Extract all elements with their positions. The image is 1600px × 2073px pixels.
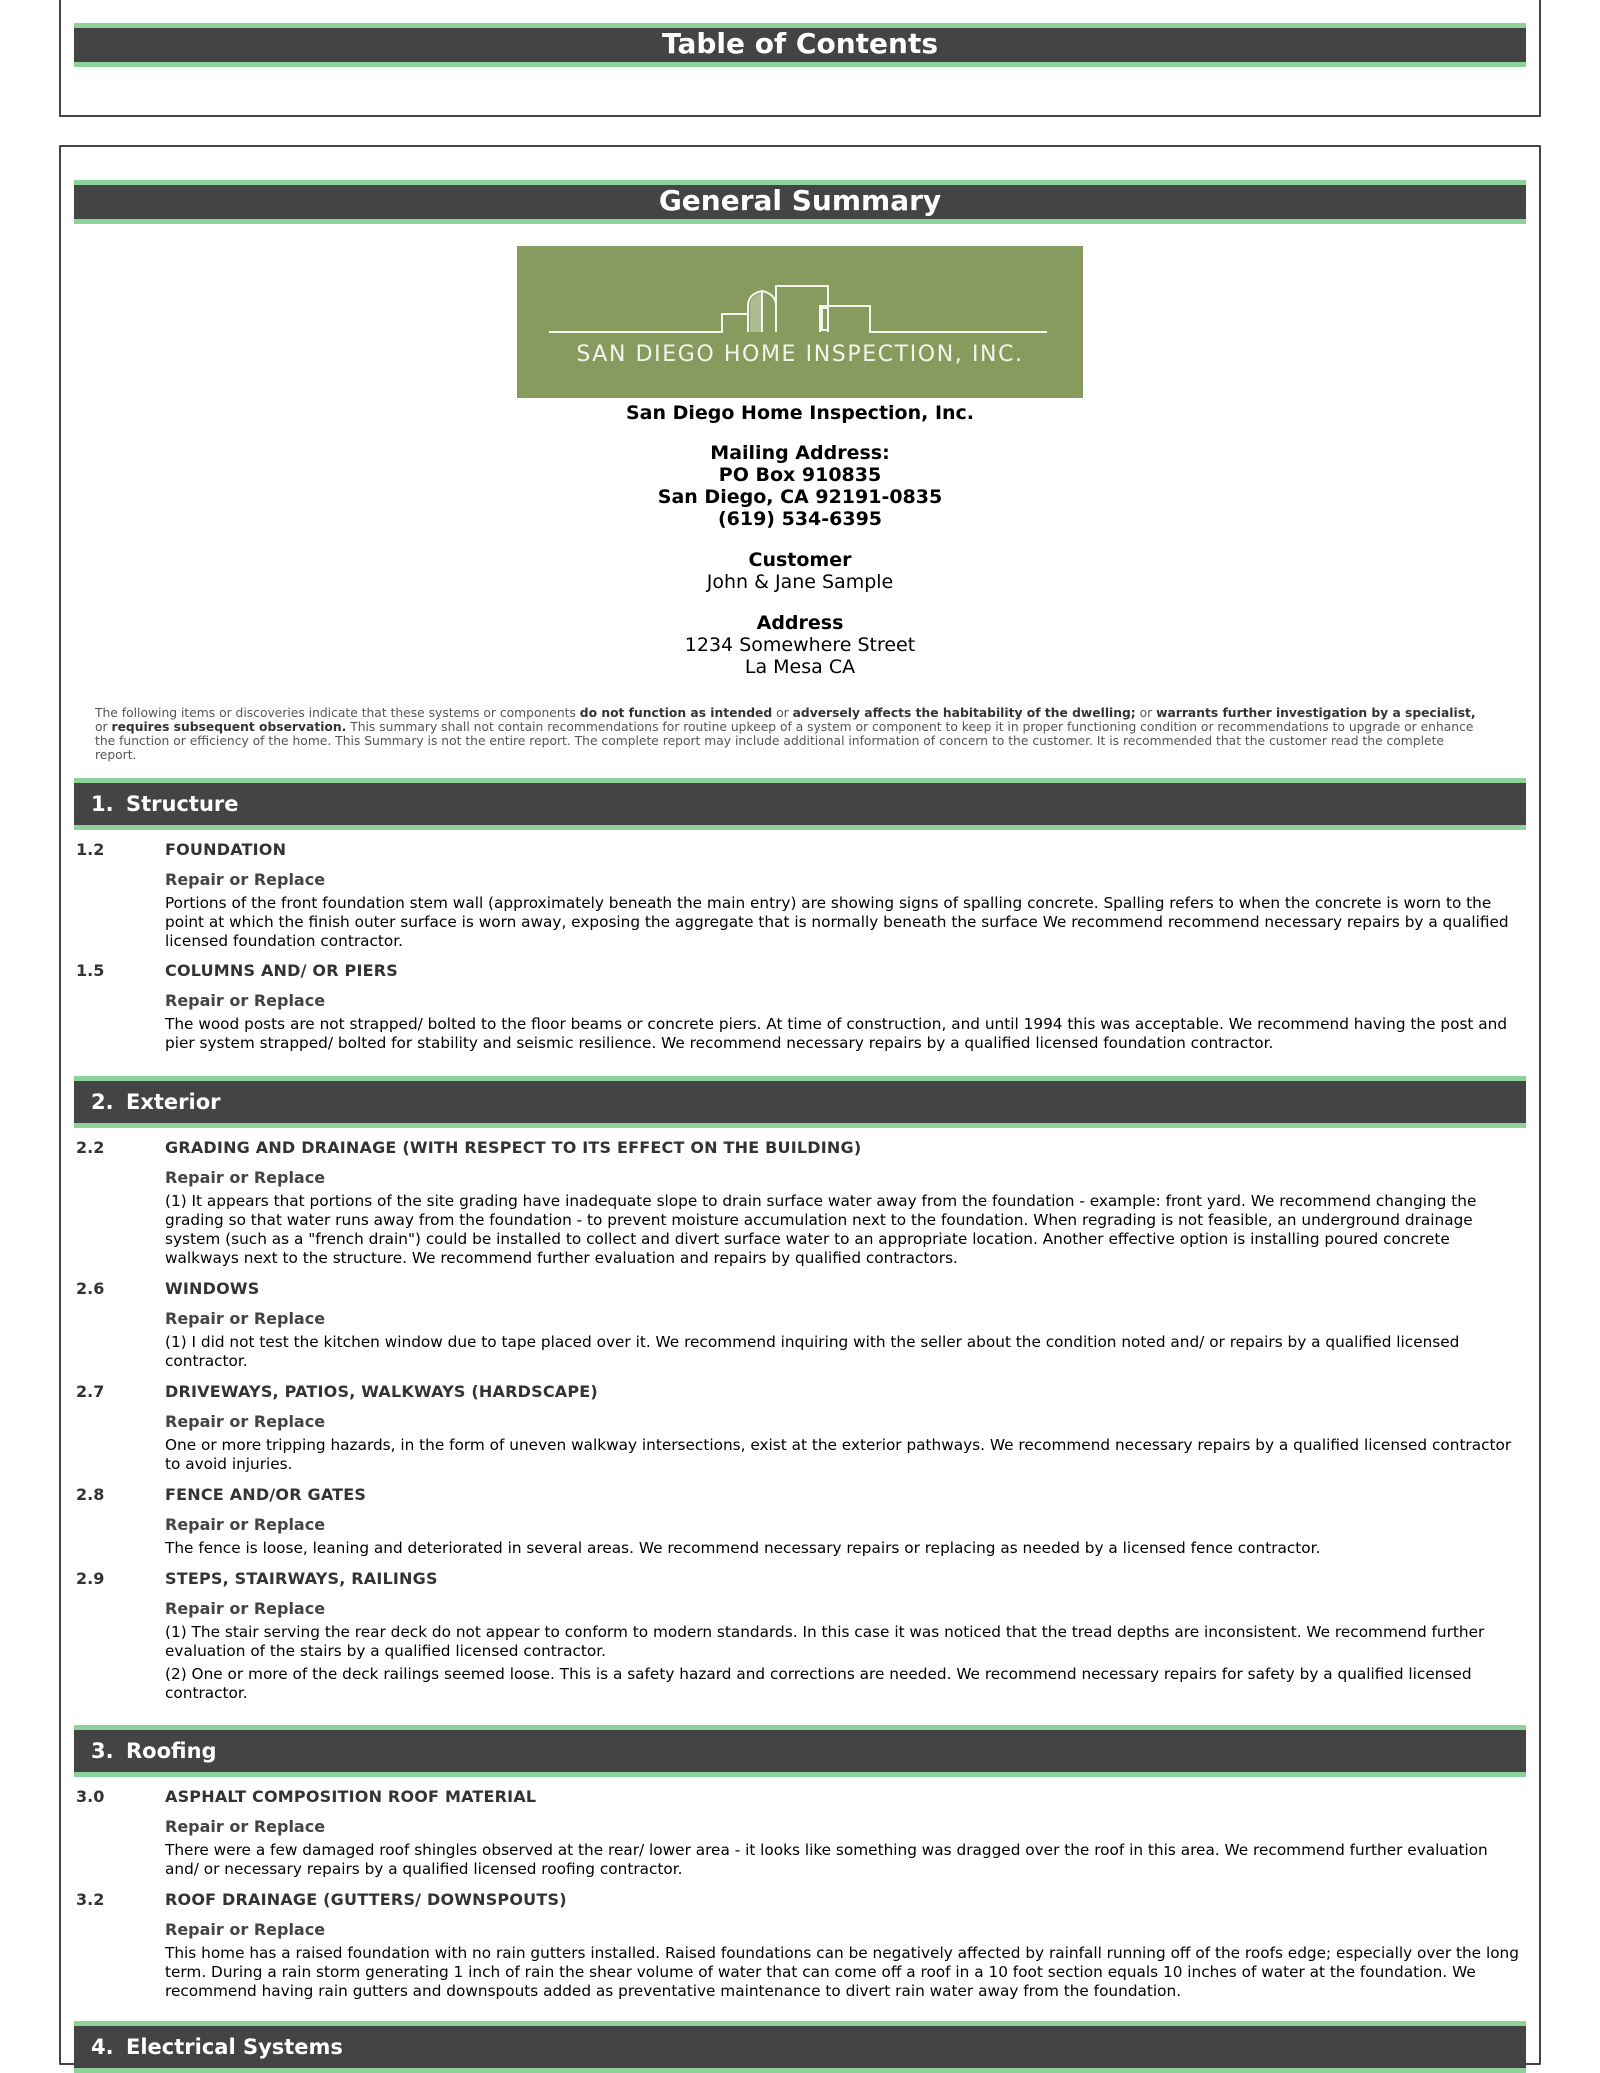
item-description: (2) One or more of the deck railings seemed loose. This is a safety hazard and corrections are needed. We recommend necessary repairs for safety by a qualified licensed contractor.: [165, 1665, 1472, 1702]
summary-header: [74, 180, 1526, 224]
city-state-zip: San Diego, CA 92191-0835: [657, 486, 943, 508]
section-number: 1.: [91, 792, 114, 816]
summary-disclaimer: The following items or discoveries indicate that these systems or components do not function as intended or adversely affects the habitability of the dwelling; or warrants further investigation by a specialist, or requires subsequent observation. This summary shall not contain recommendations for routine upkeep of a system or component to keep it in proper functioning condition or recommendations to upgrade or enhance the function or efficiency of the home. This Summary is not the entire report. The complete report may include additional information of concern to the customer. It is recommended that the customer read the complete report.: [95, 706, 1476, 762]
item-rating: Repair or Replace: [165, 1309, 326, 1328]
item-title: FOUNDATION: [165, 840, 287, 859]
po-box: PO Box 910835: [718, 464, 882, 486]
item-description: (1) It appears that portions of the site grading have inadequate slope to drain surface water away from the foundation - example: front yard. We recommend changing the grading so that water runs away from the foundation - to prevent moisture accumulation next to the foundation. When regrading is not feasible, an underground drainage system (such as a "french drain") could be installed to collect and divert surface water to an appropriate location. Another effective option is installing poured concrete walkways next to the structure. We recommend further evaluation and repairs by qualified contractors.: [165, 1192, 1477, 1267]
item-rating: Repair or Replace: [165, 1599, 326, 1618]
item-number: 3.0: [76, 1787, 105, 1806]
section-number: 3.: [91, 1739, 114, 1763]
summary-panel: [59, 145, 1541, 2065]
item-description: (1) The stair serving the rear deck do not appear to conform to modern standards. In this case it was noticed that the tread depths are inconsistent. We recommend further evaluation of the stairs by a qualified licensed contractor.: [165, 1623, 1485, 1660]
section-header-exterior: [74, 1076, 1526, 1128]
item-number: 3.2: [76, 1890, 105, 1909]
section-title: Exterior: [126, 1090, 221, 1114]
address-line-1: 1234 Somewhere Street: [684, 634, 916, 656]
section-title: Electrical Systems: [126, 2035, 343, 2059]
item-title: ROOF DRAINAGE (GUTTERS/ DOWNSPOUTS): [165, 1890, 567, 1909]
item-description: Portions of the front foundation stem wall (approximately beneath the main entry) are showing signs of spalling concrete. Spalling refers to when the concrete is worn to the point at which the finish outer surface is worn away, exposing the aggregate that is normally beneath the surface We recommend recommend necessary repairs by a qualified licensed foundation contractor.: [165, 894, 1509, 950]
item-number: 2.2: [76, 1138, 105, 1157]
mailing-address: [61, 442, 1539, 530]
item-description: One or more tripping hazards, in the form of uneven walkway intersections, exist at the exterior pathways. We recommend necessary repairs by a qualified licensed contractor to avoid injuries.: [165, 1436, 1512, 1473]
item-rating: Repair or Replace: [165, 991, 326, 1010]
item-number: 2.7: [76, 1382, 105, 1401]
section-title: Roofing: [126, 1739, 217, 1763]
toc-header: [74, 23, 1526, 67]
item-description: There were a few damaged roof shingles observed at the rear/ lower area - it looks like something was dragged over the roof in this area. We recommend further evaluation and/ or necessary repairs by a qualified licensed roofing contractor.: [165, 1841, 1488, 1878]
customer-label: Customer: [748, 549, 852, 571]
item-description: This home has a raised foundation with no rain gutters installed. Raised foundations can be negatively affected by rainfall running off of the roofs edge; especially over the long term. During a rain storm generating 1 inch of rain the shear volume of water that can come off a roof in a 10 foot section equals 10 inches of water at the foundation. We recommend having rain gutters and downspouts added as preventative maintenance to divert rain water away from the foundation.: [165, 1944, 1519, 2000]
item-number: 2.8: [76, 1485, 105, 1504]
section-header-structure: [74, 778, 1526, 830]
section-number: 4.: [91, 2035, 114, 2059]
item-description: The wood posts are not strapped/ bolted to the floor beams or concrete piers. At time of construction, and until 1994 this was acceptable. We recommend having the post and pier system strapped/ bolted for stability and seismic resilience. We recommend necessary repairs by a qualified licensed foundation contractor.: [165, 1015, 1508, 1052]
item-number: 2.9: [76, 1569, 105, 1588]
phone-number: (619) 534-6395: [717, 508, 883, 530]
item-description: The fence is loose, leaning and deteriorated in several areas. We recommend necessary repairs or replacing as needed by a licensed fence contractor.: [165, 1539, 1321, 1557]
item-rating: Repair or Replace: [165, 870, 326, 889]
company-logo: [517, 246, 1083, 398]
mailing-label: Mailing Address:: [710, 442, 890, 464]
item-rating: Repair or Replace: [165, 1412, 326, 1431]
section-header-roofing: [74, 1725, 1526, 1777]
address-block: [61, 612, 1539, 678]
address-line-2: La Mesa CA: [744, 656, 856, 678]
item-number: 2.6: [76, 1279, 105, 1298]
item-number: 1.2: [76, 840, 105, 859]
item-rating: Repair or Replace: [165, 1920, 326, 1939]
item-rating: Repair or Replace: [165, 1168, 326, 1187]
summary-title: General Summary: [658, 184, 942, 217]
item-rating: Repair or Replace: [165, 1515, 326, 1534]
building-skyline-icon: [517, 246, 1083, 398]
item-description: (1) I did not test the kitchen window due to tape placed over it. We recommend inquiring with the seller about the condition noted and/ or repairs by a qualified licensed contractor.: [165, 1333, 1460, 1370]
item-title: FENCE AND/OR GATES: [165, 1485, 367, 1504]
item-number: 1.5: [76, 961, 105, 980]
section-header-electrical: [74, 2021, 1526, 2073]
item-title: GRADING AND DRAINAGE (WITH RESPECT TO ITS EFFECT ON THE BUILDING): [165, 1138, 862, 1157]
item-title: ASPHALT COMPOSITION ROOF MATERIAL: [165, 1787, 537, 1806]
toc-title: Table of Contents: [661, 27, 938, 60]
item-title: DRIVEWAYS, PATIOS, WALKWAYS (HARDSCAPE): [165, 1382, 598, 1401]
item-title: WINDOWS: [165, 1279, 260, 1298]
toc-panel: [59, 0, 1541, 117]
customer-block: [61, 549, 1539, 593]
item-title: STEPS, STAIRWAYS, RAILINGS: [165, 1569, 438, 1588]
customer-name: John & Jane Sample: [706, 571, 894, 593]
section-title: Structure: [126, 792, 239, 816]
address-label: Address: [756, 612, 844, 634]
logo-wordmark: SAN DIEGO HOME INSPECTION, INC.: [576, 342, 1024, 367]
section-number: 2.: [91, 1090, 114, 1114]
item-title: COLUMNS AND/ OR PIERS: [165, 961, 398, 980]
item-rating: Repair or Replace: [165, 1817, 326, 1836]
company-name: San Diego Home Inspection, Inc.: [625, 402, 975, 424]
